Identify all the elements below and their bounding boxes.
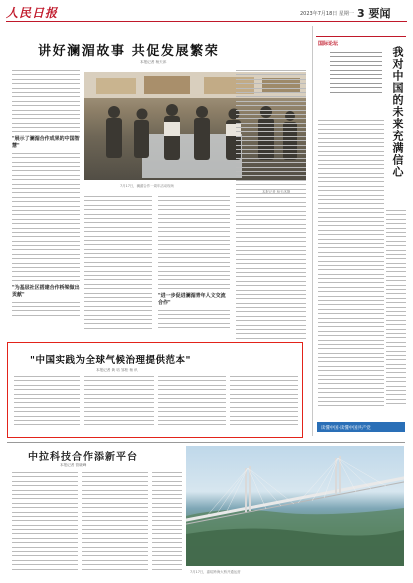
- top-story-photo-caption: 7月17日，澜湄合作一周年活动现场: [120, 184, 174, 188]
- top-story-subhead-3: "进一步促进澜湄青年人文交流合作": [158, 292, 226, 306]
- top-story-column-1: [12, 70, 80, 340]
- sidebar-body-2: [386, 210, 406, 416]
- top-story-byline: 本报记者 杨天沐: [140, 60, 167, 64]
- climate-story-headline: "中国实践为全球气候治理提供范本": [30, 355, 191, 366]
- top-story-column-4: [236, 70, 306, 340]
- sidebar-headline: 我对中国的未来充满信心: [391, 46, 404, 178]
- top-story-headline: 讲好澜湄故事 共促发展繁荣: [38, 44, 220, 59]
- bridge-photo-caption: 7月17日，嘉绍跨海大桥开通运营: [190, 570, 241, 574]
- climate-story-column-1: [14, 376, 80, 434]
- feature-banner[interactable]: 读懂中国·读懂中国共产党: [317, 422, 405, 432]
- page-number: 3 要闻: [357, 7, 391, 20]
- bottom-story-byline: 本报记者 管晓峰: [60, 463, 87, 467]
- bottom-story-headline: 中拉科技合作添新平台: [28, 452, 138, 463]
- top-story-subhead-2: "为基层社区搭建合作桥梁做出贡献": [12, 284, 80, 298]
- climate-story-byline: 本报记者 黄 培 邹松 杨 讯: [96, 368, 138, 372]
- top-story-column-2: [84, 196, 152, 340]
- climate-story-column-3: [158, 376, 226, 434]
- column-divider: [312, 26, 313, 436]
- sidebar-section-label: 国际论坛: [318, 41, 339, 47]
- section-divider: [7, 442, 405, 443]
- climate-story-column-4: [230, 376, 298, 434]
- climate-story-column-2: [84, 376, 154, 434]
- masthead-logo: 人民日报: [6, 6, 59, 20]
- bridge-photo: [186, 446, 404, 566]
- sidebar-intro: [330, 52, 382, 102]
- sidebar-body: [318, 120, 384, 416]
- bottom-story-column-2: [82, 472, 148, 576]
- sidebar-top-rule: [316, 36, 406, 37]
- top-story-column-3: [158, 196, 230, 340]
- bottom-story-column-1: [12, 472, 78, 576]
- bottom-story-column-3: [152, 472, 182, 576]
- top-story-subhead-1: "展示了澜湄合作成果的中国智慧": [12, 135, 80, 149]
- masthead-date: 2023年7月18日 星期一: [300, 11, 354, 17]
- masthead-divider: [6, 21, 407, 22]
